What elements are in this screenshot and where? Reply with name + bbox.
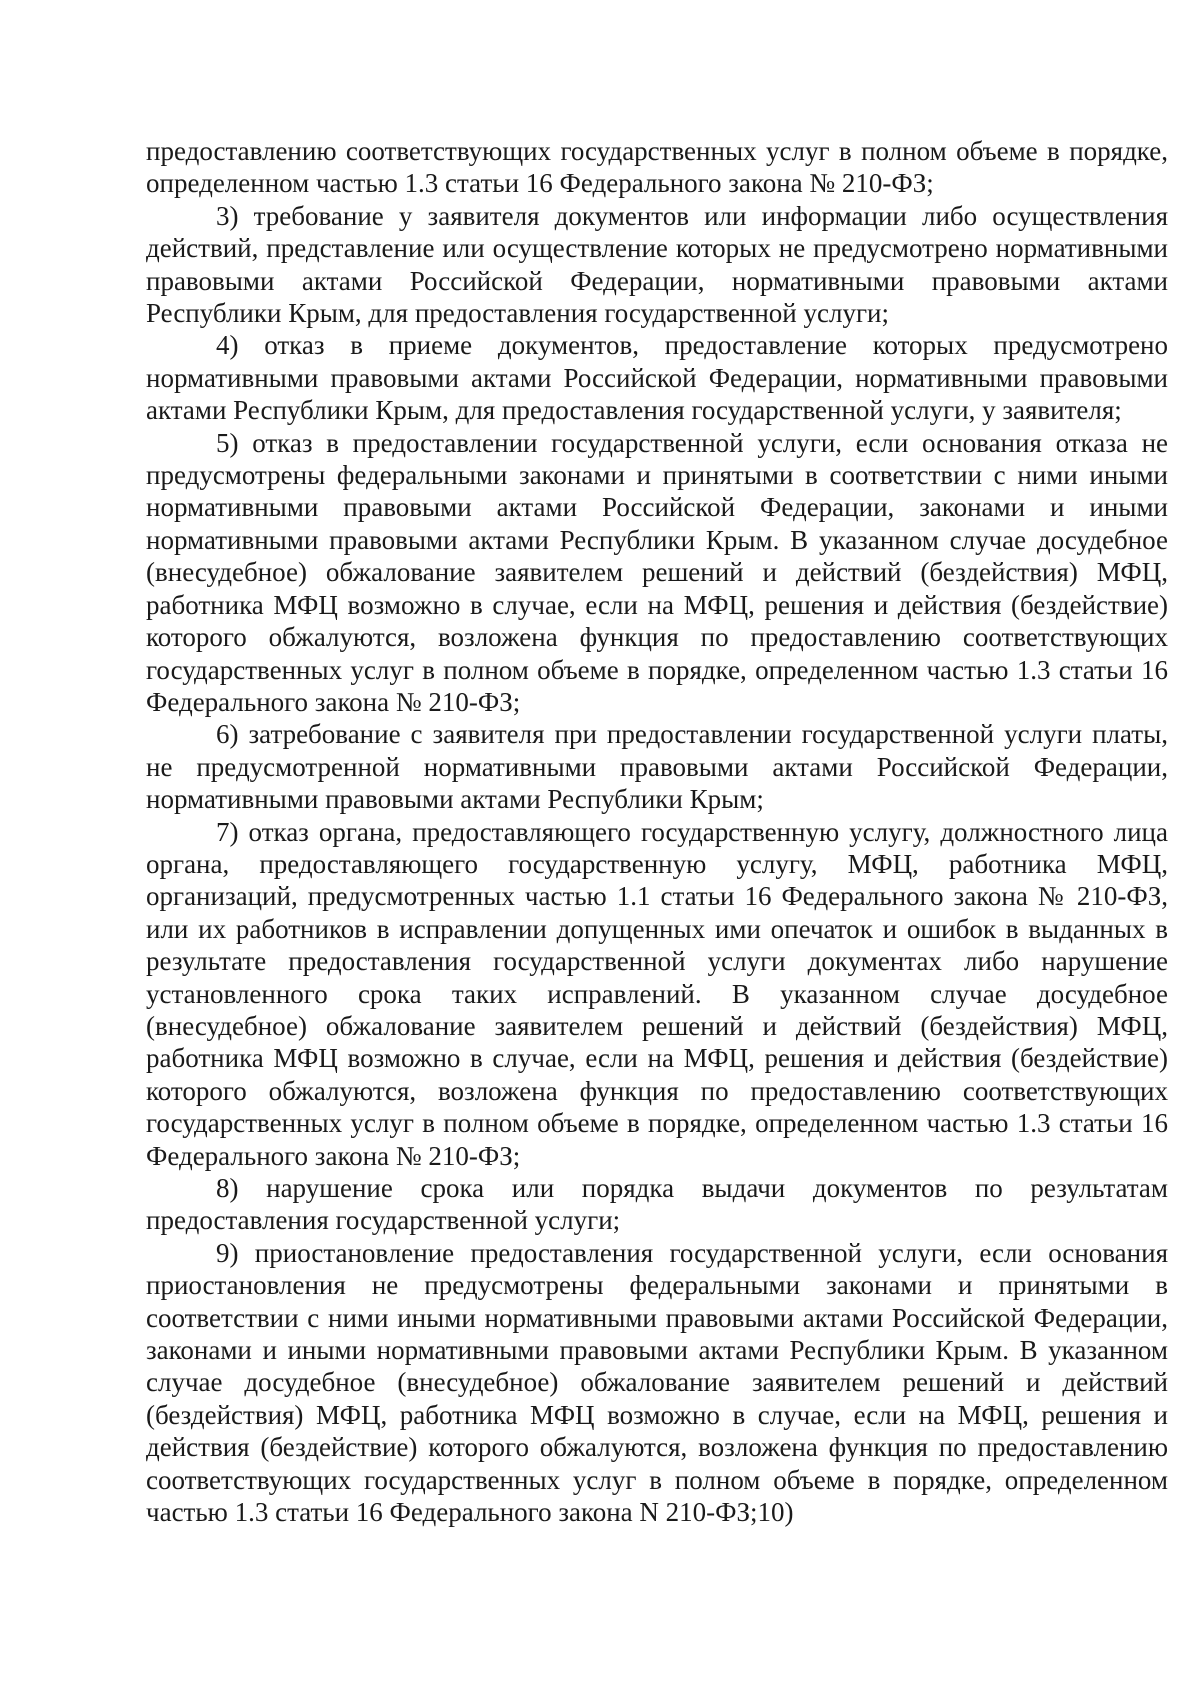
- paragraph-item-9: 9) приостановление предоставления государственной услуги, если основания приостановления не предусмотрены федеральными законами и принятыми в соответствии с ними иными нормативными правовыми актами Российской Федерации, законами и иными нормативными правовыми актами Республики Крым. В указанном случае досудебное (внесудебное) обжалование заявителем решений и действий (бездействия) МФЦ, работника МФЦ возможно в случае, если на МФЦ, решения и действия (бездействие) которого обжалуются, возложена функция по предоставлению соответствующих государственных услуг в полном объеме в порядке, определенном частью 1.3 статьи 16 Федерального закона N 210-ФЗ;10): [146, 1237, 1168, 1528]
- document-body: [146, 135, 1168, 1528]
- paragraph-item-6: 6) затребование с заявителя при предоставлении государственной услуги платы, не предусмотренной нормативными правовыми актами Российской Федерации, нормативными правовыми актами Республики Крым;: [146, 719, 1168, 815]
- paragraph-item-8: 8) нарушение срока или порядка выдачи документов по результатам предоставления государственной услуги;: [146, 1173, 1168, 1236]
- paragraph-item-4: 4) отказ в приеме документов, предоставление которых предусмотрено нормативными правовыми актами Российской Федерации, нормативными правовыми актами Республики Крым, для предоставления государственной услуги, у заявителя;: [146, 330, 1168, 426]
- paragraph-continuation: предоставлению соответствующих государственных услуг в полном объеме в порядке, определенном частью 1.3 статьи 16 Федерального закона № 210-ФЗ;: [146, 136, 1168, 199]
- paragraph-item-3: 3) требование у заявителя документов или информации либо осуществления действий, представление или осуществление которых не предусмотрено нормативными правовыми актами Российской Федерации, нормативными правовыми актами Республики Крым, для предоставления государственной услуги;: [146, 200, 1168, 329]
- paragraph-item-7: 7) отказ органа, предоставляющего государственную услугу, должностного лица органа, предоставляющего государственную услугу, МФЦ, работника МФЦ, организаций, предусмотренных частью 1.1 статьи 16 Федерального закона № 210-ФЗ, или их работников в исправлении допущенных ими опечаток и ошибок в выданных в результате предоставления государственной услуги документах либо нарушение установленного срока таких исправлений. В указанном случае досудебное (внесудебное) обжалование заявителем решений и действий (бездействия) МФЦ, работника МФЦ возможно в случае, если на МФЦ, решения и действия (бездействие) которого обжалуются, возложена функция по предоставлению соответствующих государственных услуг в полном объеме в порядке, определенном частью 1.3 статьи 16 Федерального закона № 210-ФЗ;: [146, 816, 1168, 1171]
- paragraph-item-5: 5) отказ в предоставлении государственной услуги, если основания отказа не предусмотрены федеральными законами и принятыми в соответствии с ними иными нормативными правовыми актами Российской Федерации, законами и иными нормативными правовыми актами Республики Крым. В указанном случае досудебное (внесудебное) обжалование заявителем решений и действий (бездействия) МФЦ, работника МФЦ возможно в случае, если на МФЦ, решения и действия (бездействие) которого обжалуются, возложена функция по предоставлению соответствующих государственных услуг в полном объеме в порядке, определенном частью 1.3 статьи 16 Федерального закона № 210-ФЗ;: [146, 427, 1168, 717]
